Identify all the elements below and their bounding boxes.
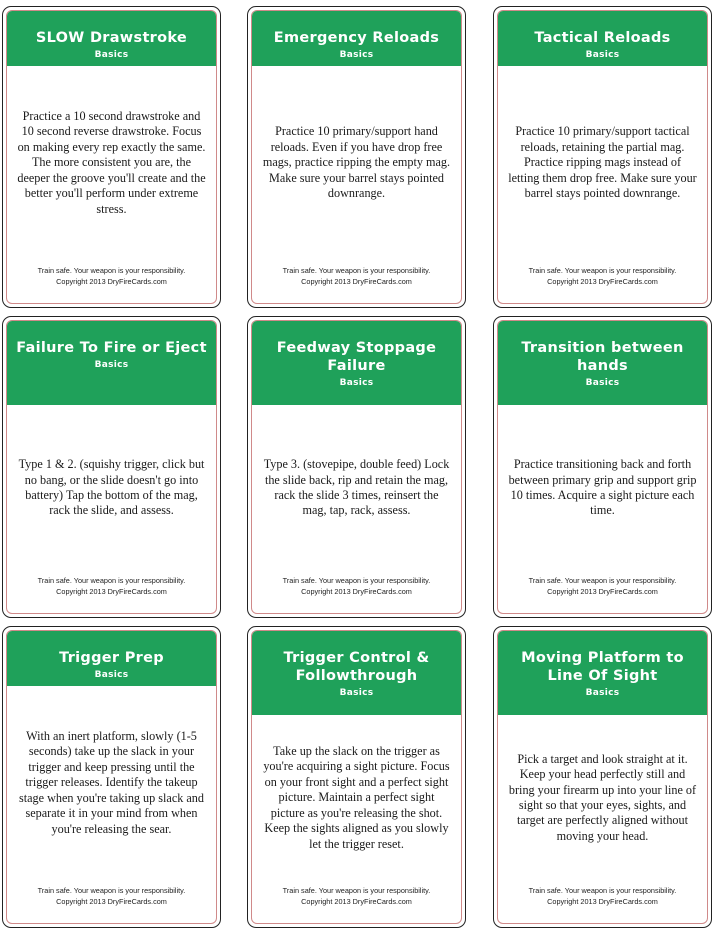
card-body-text: Take up the slack on the trigger as you're acquiring a sight picture. Focus on your front sight and a perfect sight picture. Maintain a perfect sight picture as you're releasing the shot. Keep the sights aligned as you slowly let the trigger reset. xyxy=(263,744,450,851)
footer-copyright: Copyright 2013 DryFireCards.com xyxy=(56,896,167,906)
card-title: Moving Platform to Line Of Sight xyxy=(521,650,684,684)
footer-disclaimer: Train safe. Your weapon is your responsibility. xyxy=(37,266,186,275)
card-title: Trigger Control & Followthrough xyxy=(283,650,430,684)
card-body-text: Practice 10 primary/support hand reloads. Even if you have drop free mags, practice ripping the empty mag. Make sure your barrel stays pointed downrange. xyxy=(262,124,451,201)
card-subtitle: Basics xyxy=(339,50,374,60)
card-footer xyxy=(498,266,707,287)
footer-copyright: Copyright 2013 DryFireCards.com xyxy=(547,586,658,596)
card-body-text: Pick a target and look straight at it. Keep your head perfectly still and bring your firearm up into your line of sight so that your eyes, sights, and target are perfectly aligned without moving your head. xyxy=(508,751,697,843)
footer-disclaimer: Train safe. Your weapon is your responsibility. xyxy=(528,266,677,275)
footer-disclaimer: Train safe. Your weapon is your responsibility. xyxy=(282,886,431,895)
footer-disclaimer: Train safe. Your weapon is your responsibility. xyxy=(37,576,186,585)
card-header xyxy=(252,11,461,66)
card-subtitle: Basics xyxy=(339,688,374,698)
card-body xyxy=(508,71,697,255)
card-body xyxy=(17,71,206,255)
card-body-text: Type 1 & 2. (squishy trigger, click but no bang, or the slide doesn't go into battery) Tap the bottom of the mag, rack the slide, and assess. xyxy=(18,457,205,518)
card-footer xyxy=(252,576,461,597)
card-body xyxy=(17,411,206,565)
card-failure-to-fire xyxy=(2,316,221,618)
card-title: Failure To Fire or Eject xyxy=(16,340,207,356)
card-tactical-reloads xyxy=(493,6,712,308)
card-body xyxy=(508,411,697,565)
card-footer xyxy=(7,576,216,597)
card-body xyxy=(262,721,451,875)
card-slow-drawstroke xyxy=(2,6,221,308)
card-header xyxy=(498,631,707,715)
card-header xyxy=(252,631,461,715)
card-subtitle: Basics xyxy=(94,670,129,680)
footer-copyright: Copyright 2013 DryFireCards.com xyxy=(547,896,658,906)
footer-disclaimer: Train safe. Your weapon is your responsibility. xyxy=(282,266,431,275)
footer-disclaimer: Train safe. Your weapon is your responsibility. xyxy=(37,886,186,895)
card-subtitle: Basics xyxy=(94,50,129,60)
card-header xyxy=(7,631,216,686)
card-trigger-prep xyxy=(2,626,221,928)
footer-disclaimer: Train safe. Your weapon is your responsibility. xyxy=(528,886,677,895)
card-footer xyxy=(498,886,707,907)
card-header xyxy=(498,321,707,405)
card-moving-platform xyxy=(493,626,712,928)
card-subtitle: Basics xyxy=(94,360,129,370)
card-header xyxy=(252,321,461,405)
card-header xyxy=(7,11,216,66)
card-trigger-control xyxy=(247,626,466,928)
footer-copyright: Copyright 2013 DryFireCards.com xyxy=(56,276,167,286)
card-body xyxy=(262,71,451,255)
card-body xyxy=(262,411,451,565)
footer-copyright: Copyright 2013 DryFireCards.com xyxy=(301,896,412,906)
card-title: SLOW Drawstroke xyxy=(35,30,188,46)
card-subtitle: Basics xyxy=(585,50,620,60)
card-header xyxy=(7,321,216,405)
footer-disclaimer: Train safe. Your weapon is your responsibility. xyxy=(282,576,431,585)
card-subtitle: Basics xyxy=(585,378,620,388)
card-title: Tactical Reloads xyxy=(534,30,671,46)
card-title: Transition between hands xyxy=(521,340,684,374)
card-subtitle: Basics xyxy=(585,688,620,698)
card-body xyxy=(17,691,206,875)
card-body-text: Type 3. (stovepipe, double feed) Lock the slide back, rip and retain the mag, rack the slide 3 times, reinsert the mag, tap, rack, assess. xyxy=(263,457,450,518)
card-subtitle: Basics xyxy=(339,378,374,388)
card-body-text: With an inert platform, slowly (1-5 seconds) take up the slack in your trigger and keep pressing until the trigger releases. Identify the takeup stage when you're taking up slack and separate it in your mind from when you're releasing the sear. xyxy=(19,729,204,836)
card-emergency-reloads xyxy=(247,6,466,308)
card-transition-hands xyxy=(493,316,712,618)
card-title: Trigger Prep xyxy=(59,650,164,666)
footer-copyright: Copyright 2013 DryFireCards.com xyxy=(301,586,412,596)
card-footer xyxy=(498,576,707,597)
footer-copyright: Copyright 2013 DryFireCards.com xyxy=(547,276,658,286)
card-title: Emergency Reloads xyxy=(273,30,440,46)
footer-disclaimer: Train safe. Your weapon is your responsibility. xyxy=(528,576,677,585)
card-footer xyxy=(252,266,461,287)
card-footer xyxy=(7,886,216,907)
footer-copyright: Copyright 2013 DryFireCards.com xyxy=(56,586,167,596)
card-body-text: Practice 10 primary/support tactical reloads, retaining the partial mag. Practice ripping mags instead of letting them drop free. Make sure your barrel stays pointed downrange. xyxy=(508,124,697,201)
card-header xyxy=(498,11,707,66)
card-body-text: Practice a 10 second drawstroke and 10 second reverse drawstroke. Focus on making every rep exactly the same. The more consistent you are, the deeper the groove you'll create and the better you'll perform under extreme stress. xyxy=(17,109,206,216)
card-body-text: Practice transitioning back and forth between primary grip and support grip 10 times. Acquire a sight picture each time. xyxy=(508,457,697,518)
card-footer xyxy=(252,886,461,907)
card-feedway-stoppage xyxy=(247,316,466,618)
footer-copyright: Copyright 2013 DryFireCards.com xyxy=(301,276,412,286)
card-body xyxy=(508,721,697,875)
card-footer xyxy=(7,266,216,287)
card-title: Feedway Stoppage Failure xyxy=(276,340,437,374)
